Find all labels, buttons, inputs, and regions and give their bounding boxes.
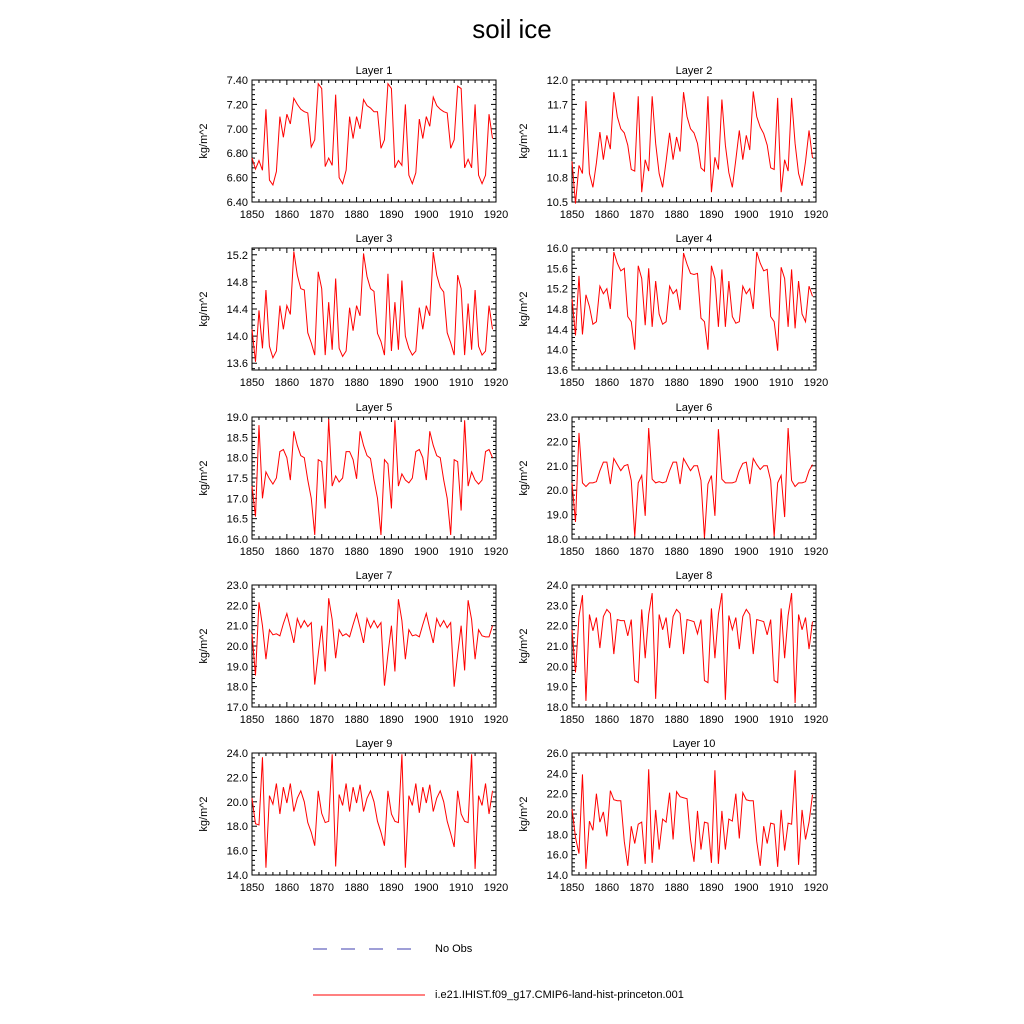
x-tick-label: 1880: [664, 209, 689, 221]
x-tick-label: 1880: [344, 546, 369, 558]
y-tick-label: 11.1: [547, 148, 568, 161]
x-tick-label: 1890: [699, 377, 724, 389]
panel-title: Layer 6: [675, 402, 713, 414]
chart-panel-3: [198, 233, 508, 389]
x-tick-label: 1870: [629, 714, 654, 726]
y-tick-label: 15.2: [226, 249, 248, 262]
y-tick-label: 16.0: [226, 845, 248, 858]
y-tick-label: 6.80: [226, 148, 248, 161]
x-tick-label: 1880: [664, 882, 689, 894]
series-line: [252, 84, 493, 185]
y-tick-label: 20.0: [226, 641, 248, 653]
x-tick-label: 1920: [803, 209, 829, 221]
y-tick-label: 15.2: [546, 283, 568, 296]
x-tick-label: 1850: [559, 209, 585, 221]
x-tick-label: 1870: [629, 546, 654, 558]
figure-title: soil ice: [472, 14, 552, 44]
x-tick-label: 1870: [629, 377, 654, 389]
y-tick-label: 14.8: [226, 276, 248, 289]
y-tick-label: 16.0: [546, 849, 568, 862]
chart-panel-7: [198, 570, 508, 726]
x-tick-label: 1850: [239, 714, 265, 726]
panel-title: Layer 2: [675, 65, 713, 77]
x-tick-label: 1920: [483, 714, 509, 726]
panel-title: Layer 10: [672, 738, 716, 750]
x-tick-label: 1920: [483, 882, 509, 894]
x-tick-label: 1900: [414, 882, 439, 894]
series-line: [572, 593, 813, 703]
y-axis-label: kg/m^2: [198, 796, 210, 832]
series-line: [252, 598, 493, 686]
plot-frame: [572, 417, 816, 539]
x-tick-label: 1880: [344, 714, 369, 726]
x-tick-label: 1860: [274, 546, 300, 558]
chart-panel-9: [198, 738, 508, 894]
x-tick-label: 1920: [483, 377, 509, 389]
y-tick-label: 18.5: [226, 432, 248, 445]
x-tick-label: 1850: [559, 546, 585, 558]
y-tick-label: 22.0: [546, 436, 568, 449]
x-tick-label: 1910: [448, 209, 474, 221]
y-tick-label: 24.0: [546, 768, 568, 781]
y-tick-label: 18.0: [546, 702, 568, 714]
y-tick-label: 22.0: [546, 788, 568, 801]
y-tick-label: 17.0: [226, 702, 248, 714]
x-tick-label: 1900: [734, 882, 759, 894]
y-axis-label: kg/m^2: [198, 123, 210, 159]
x-tick-label: 1900: [734, 209, 759, 221]
panel-title: Layer 7: [355, 570, 393, 582]
y-tick-label: 14.4: [226, 304, 248, 316]
y-tick-label: 14.0: [546, 870, 568, 882]
legend-obs-label: No Obs: [435, 943, 473, 955]
y-tick-label: 18.0: [546, 534, 568, 546]
y-tick-label: 14.0: [226, 331, 248, 344]
y-axis-label: kg/m^2: [518, 291, 530, 327]
chart-panel-6: [518, 402, 828, 558]
plot-frame: [252, 585, 496, 707]
x-tick-label: 1890: [699, 882, 724, 894]
panel-title: Layer 4: [675, 233, 713, 245]
x-tick-label: 1860: [594, 546, 620, 558]
x-tick-label: 1890: [379, 882, 404, 894]
y-tick-label: 15.6: [546, 263, 568, 276]
x-tick-label: 1850: [239, 882, 265, 894]
x-tick-label: 1920: [483, 546, 509, 558]
x-tick-label: 1850: [239, 546, 265, 558]
y-tick-label: 23.0: [546, 412, 568, 424]
x-tick-label: 1900: [414, 546, 439, 558]
chart-panel-2: [518, 65, 828, 221]
x-tick-label: 1900: [734, 714, 759, 726]
x-tick-label: 1920: [803, 377, 829, 389]
x-tick-label: 1890: [379, 377, 404, 389]
x-tick-label: 1910: [768, 882, 794, 894]
series-line: [252, 419, 493, 535]
x-tick-label: 1900: [414, 714, 439, 726]
chart-panel-10: [518, 738, 828, 894]
y-tick-label: 16.5: [226, 513, 248, 526]
x-tick-label: 1880: [664, 546, 689, 558]
y-tick-label: 18.0: [226, 452, 248, 465]
x-tick-label: 1910: [768, 209, 794, 221]
y-tick-label: 19.0: [226, 412, 248, 424]
y-tick-label: 14.8: [546, 304, 568, 316]
x-tick-label: 1910: [448, 714, 474, 726]
y-tick-label: 21.0: [226, 620, 248, 633]
x-tick-label: 1920: [803, 546, 829, 558]
y-tick-label: 10.8: [546, 172, 568, 185]
y-tick-label: 19.0: [226, 661, 248, 674]
y-tick-label: 23.0: [226, 580, 248, 592]
chart-panel-4: [518, 233, 828, 389]
series-line: [252, 754, 493, 869]
x-tick-label: 1860: [274, 882, 300, 894]
x-tick-label: 1870: [309, 882, 334, 894]
y-axis-label: kg/m^2: [198, 460, 210, 496]
x-tick-label: 1870: [629, 209, 654, 221]
x-tick-label: 1860: [594, 882, 620, 894]
x-tick-label: 1920: [803, 882, 829, 894]
y-axis-label: kg/m^2: [518, 123, 530, 159]
x-tick-label: 1900: [414, 209, 439, 221]
y-tick-label: 13.6: [226, 358, 248, 371]
x-tick-label: 1860: [274, 209, 300, 221]
x-tick-label: 1850: [559, 882, 585, 894]
x-tick-label: 1890: [699, 209, 724, 221]
y-tick-label: 19.0: [546, 681, 568, 694]
y-tick-label: 18.0: [226, 681, 248, 694]
y-tick-label: 16.0: [546, 243, 568, 255]
y-tick-label: 14.0: [226, 870, 248, 882]
x-tick-label: 1910: [448, 377, 474, 389]
y-tick-label: 20.0: [226, 796, 248, 809]
panel-title: Layer 9: [355, 738, 393, 750]
x-tick-label: 1920: [803, 714, 829, 726]
y-tick-label: 7.20: [226, 99, 248, 112]
x-tick-label: 1860: [274, 714, 300, 726]
x-tick-label: 1900: [414, 377, 439, 389]
x-tick-label: 1870: [629, 882, 654, 894]
y-tick-label: 14.0: [546, 344, 568, 357]
y-tick-label: 12.0: [546, 75, 568, 87]
x-tick-label: 1890: [379, 714, 404, 726]
panel-title: Layer 3: [355, 233, 393, 245]
y-tick-label: 19.0: [546, 509, 568, 522]
y-tick-label: 24.0: [546, 580, 568, 592]
panel-title: Layer 5: [355, 402, 393, 414]
panel-title: Layer 1: [355, 65, 393, 77]
plot-frame: [252, 80, 496, 202]
y-tick-label: 6.60: [226, 172, 248, 185]
x-tick-label: 1910: [448, 546, 474, 558]
x-tick-label: 1850: [559, 714, 585, 726]
x-tick-label: 1870: [309, 377, 334, 389]
y-tick-label: 6.40: [226, 197, 248, 209]
y-tick-label: 7.00: [226, 123, 248, 136]
y-tick-label: 24.0: [226, 748, 248, 760]
legend-model-label: i.e21.IHIST.f09_g17.CMIP6-land-hist-princeton.001: [435, 989, 684, 1001]
y-tick-label: 22.0: [226, 772, 248, 785]
x-tick-label: 1870: [309, 714, 334, 726]
panel-title: Layer 8: [675, 570, 713, 582]
y-tick-label: 26.0: [546, 748, 568, 760]
chart-panel-8: [518, 570, 828, 726]
y-tick-label: 23.0: [546, 600, 568, 613]
y-tick-label: 22.0: [226, 600, 248, 613]
x-tick-label: 1880: [344, 882, 369, 894]
x-tick-label: 1900: [734, 546, 759, 558]
x-tick-label: 1850: [239, 377, 265, 389]
x-tick-label: 1860: [594, 377, 620, 389]
y-tick-label: 21.0: [546, 641, 568, 653]
x-tick-label: 1910: [768, 546, 794, 558]
y-tick-label: 20.0: [546, 809, 568, 821]
x-tick-label: 1850: [239, 209, 265, 221]
y-tick-label: 13.6: [546, 365, 568, 377]
x-tick-label: 1870: [309, 546, 334, 558]
x-tick-label: 1880: [344, 377, 369, 389]
y-axis-label: kg/m^2: [518, 628, 530, 664]
series-line: [572, 252, 813, 351]
y-tick-label: 11.7: [547, 99, 568, 112]
y-tick-label: 20.0: [546, 485, 568, 498]
x-tick-label: 1890: [699, 714, 724, 726]
y-tick-label: 20.0: [546, 661, 568, 674]
x-tick-label: 1910: [768, 714, 794, 726]
series-line: [252, 251, 493, 361]
y-tick-label: 10.5: [546, 197, 568, 209]
y-tick-label: 18.0: [546, 829, 568, 842]
chart-panel-5: [198, 402, 508, 558]
y-tick-label: 16.0: [226, 534, 248, 546]
x-tick-label: 1890: [379, 209, 404, 221]
plot-frame: [252, 753, 496, 875]
x-tick-label: 1880: [344, 209, 369, 221]
y-tick-label: 22.0: [546, 620, 568, 633]
x-tick-label: 1900: [734, 377, 759, 389]
y-tick-label: 21.0: [546, 460, 568, 473]
y-tick-label: 17.0: [226, 493, 248, 506]
y-tick-label: 11.4: [547, 123, 568, 136]
series-line: [572, 91, 813, 203]
series-line: [572, 428, 813, 538]
x-tick-label: 1910: [448, 882, 474, 894]
x-tick-label: 1860: [594, 209, 620, 221]
y-tick-label: 14.4: [546, 324, 568, 337]
y-tick-label: 7.40: [226, 75, 248, 87]
y-tick-label: 17.5: [226, 473, 248, 485]
x-tick-label: 1860: [594, 714, 620, 726]
x-tick-label: 1920: [483, 209, 509, 221]
x-tick-label: 1870: [309, 209, 334, 221]
y-axis-label: kg/m^2: [198, 628, 210, 664]
x-tick-label: 1880: [664, 714, 689, 726]
chart-panel-1: [198, 65, 508, 221]
x-tick-label: 1890: [699, 546, 724, 558]
x-tick-label: 1890: [379, 546, 404, 558]
y-axis-label: kg/m^2: [198, 291, 210, 327]
y-axis-label: kg/m^2: [518, 796, 530, 832]
x-tick-label: 1910: [768, 377, 794, 389]
x-tick-label: 1860: [274, 377, 300, 389]
x-tick-label: 1850: [559, 377, 585, 389]
y-axis-label: kg/m^2: [518, 460, 530, 496]
x-tick-label: 1880: [664, 377, 689, 389]
series-line: [572, 769, 813, 869]
y-tick-label: 18.0: [226, 821, 248, 834]
